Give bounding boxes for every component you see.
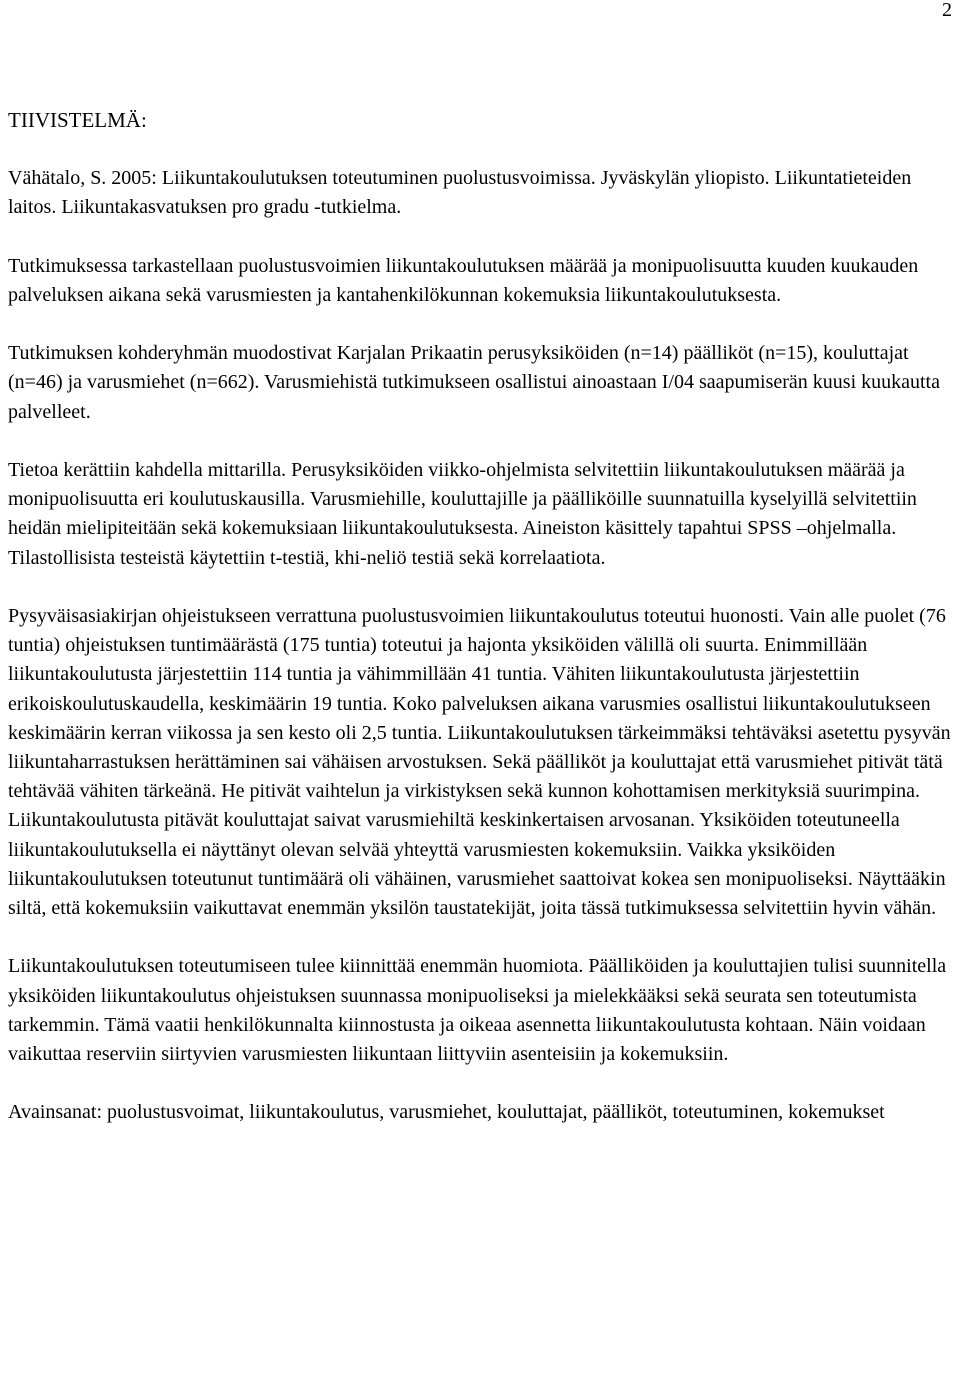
keywords-paragraph: Avainsanat: puolustusvoimat, liikuntakoulutus, varusmiehet, kouluttajat, päälliköt, toteutuminen, kokemukset <box>8 1101 885 1124</box>
subjects-paragraph: Tutkimuksen kohderyhmän muodostivat Karjalan Prikaatin perusyksiköiden (n=14) päälliköt (n=15), kouluttajat (n=46) ja varusmiehet (n=662). Varusmiehistä tutkimukseen osallistui ainoastaan I/04 saapumiserän kuusi kuukautta palvelleet. <box>8 342 940 423</box>
citation-paragraph: Vähätalo, S. 2005: Liikuntakoulutuksen toteutuminen puolustusvoimissa. Jyväskylän yliopisto. Liikuntatieteiden laitos. Liikuntakasvatuksen pro gradu -tutkielma. <box>8 167 912 219</box>
abstract-heading: TIIVISTELMÄ: <box>8 108 147 132</box>
page-number: 2 <box>942 0 952 21</box>
conclusions-paragraph: Liikuntakoulutuksen toteutumiseen tulee kiinnittää enemmän huomiota. Päälliköiden ja kouluttajien tulisi suunnitella yksiköiden liikuntakoulutus ohjeistuksen suunnassa monipuoliseksi ja mielekkääksi sekä seurata sen toteutumista tarkemmin. Tämä vaatii henkilökunnalta kiinnostusta ja oikeaa asennetta liikuntakoulutusta kohtaan. Näin voidaan vaikuttaa reserviin siirtyvien varusmiesten liikuntaan liittyviin asenteisiin ja kokemuksiin. <box>8 955 947 1066</box>
abstract-content <box>8 106 954 1128</box>
purpose-paragraph: Tutkimuksessa tarkastellaan puolustusvoimien liikuntakoulutuksen määrää ja monipuolisuutta kuuden kuukauden palveluksen aikana sekä varusmiesten ja kantahenkilökunnan kokemuksia liikuntakoulutuksesta. <box>8 254 919 306</box>
methods-paragraph: Tietoa kerättiin kahdella mittarilla. Perusyksiköiden viikko-ohjelmista selvitettiin liikuntakoulutuksen määrää ja monipuolisuutta eri koulutuskausilla. Varusmiehille, kouluttajille ja päälliköille suunnatuilla kyselyillä selvitettiin heidän mielipiteitään sekä kokemuksiaan liikuntakoulutuksesta. Aineiston käsittely tapahtui SPSS –ohjelmalla. Tilastollisista testeistä käytettiin t-testiä, khi-neliö testiä sekä korrelaatiota. <box>8 458 917 569</box>
results-paragraph: Pysyväisasiakirjan ohjeistukseen verrattuna puolustusvoimien liikuntakoulutus toteutui huonosti. Vain alle puolet (76 tuntia) ohjeistuksen tuntimäärästä (175 tuntia) toteutui ja hajonta yksiköiden välillä oli suurta. Enimmillään liikuntakoulutusta järjestettiin 114 tuntia ja vähimmillään 41 tuntia. Vähiten liikuntakoulutusta järjestettiin erikoiskoulutuskaudella, keskimäärin 19 tuntia. Koko palveluksen aikana varusmies osallistui liikuntakoulutukseen keskimäärin kerran viikossa ja sen kesto oli 2,5 tuntia. Liikuntakoulutuksen tärkeimmäksi tehtäväksi asetettu pysyvän liikuntaharrastuksen herättäminen sai vähäisen arvostuksen. Sekä päälliköt ja kouluttajat että varusmiehet pitivät tätä tehtävää vähiten tärkeänä. He pitivät vaihtelun ja virkistyksen sekä kunnon kohottamisen merkityksiä suurimpina. Liikuntakoulutusta pitävät kouluttajat saivat varusmiehiltä keskinkertaisen arvosanan. Yksiköiden toteutuneella liikuntakoulutuksella ei näyttänyt olevan selvää yhteyttä varusmiesten kokemuksiin. Vaikka yksiköiden liikuntakoulutuksen toteutunut tuntimäärä oli vähäinen, varusmiehet saattoivat kokea sen monipuoliseksi. Näyttääkin siltä, että kokemuksiin vaikuttavat enemmän yksilön taustatekijät, joita tässä tutkimuksessa selvitettiin hyvin vähän. <box>8 604 951 920</box>
